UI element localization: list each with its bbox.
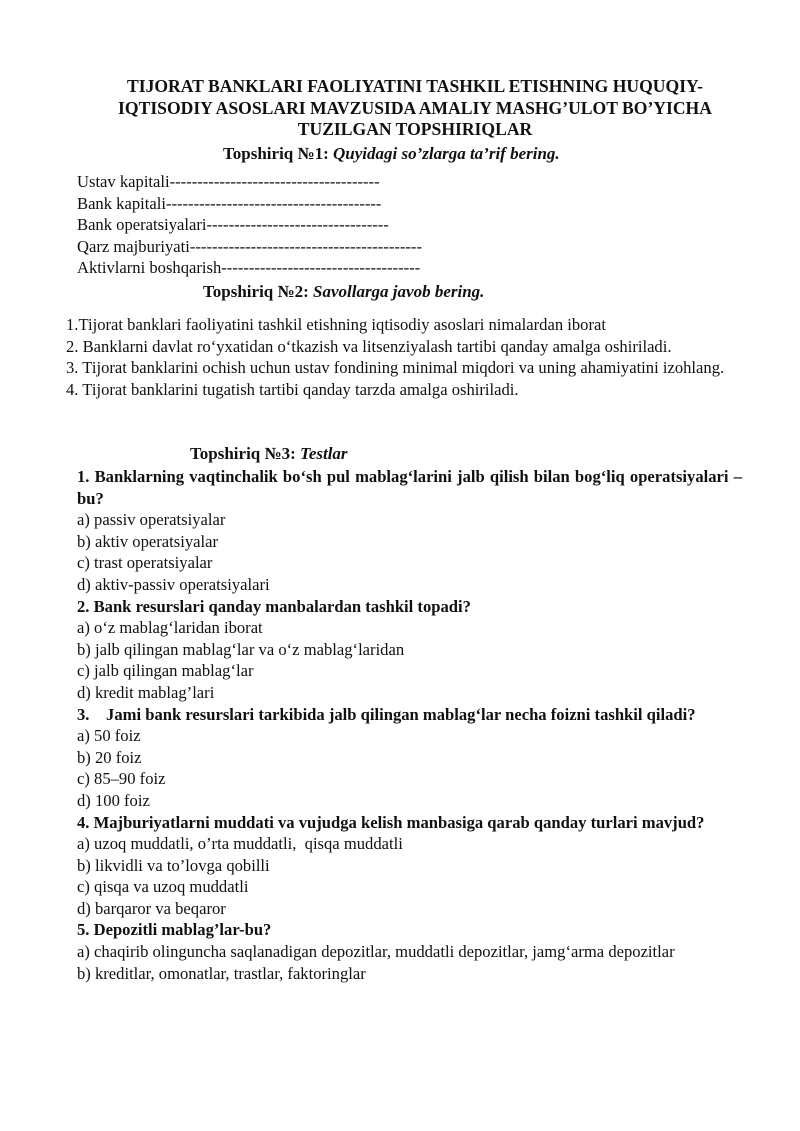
task2-label: Topshiriq №2: xyxy=(203,282,309,301)
test-option: d) kredit mablag’lari xyxy=(77,682,215,702)
test-option: a) o‘z mablag‘laridan iborat xyxy=(77,618,263,638)
test-question: 1. Banklarning vaqtinchalik bo‘sh pul mablag‘larini jalb qilish bilan bog‘liq operatsiyalari – bu? xyxy=(77,467,742,508)
test-question: 5. Depozitli mablag’lar-bu? xyxy=(77,920,272,940)
test-option: a) chaqirib olinguncha saqlanadigan depozitlar, muddatli depozitlar, jamg‘arma depozitlar xyxy=(77,942,675,962)
test-option: d) aktiv-passiv operatsiyalari xyxy=(77,574,270,594)
test-option: d) barqaror va beqaror xyxy=(77,898,226,918)
test-item xyxy=(77,466,742,596)
question-item: 2. Banklarni davlat ro‘yxatidan o‘tkazish va litsenziyalash tartibi qanday amalga oshiriladi. xyxy=(66,336,672,356)
task3-test-list xyxy=(77,466,742,984)
title-line-1: TIJORAT BANKLARI FAOLIYATINI TASHKIL ETISHNING HUQUQIY- xyxy=(126,76,703,96)
test-option: a) uzoq muddatli, o’rta muddatli, qisqa muddatli xyxy=(77,834,403,854)
task1-text: Quyidagi so’zlarga ta’rif bering. xyxy=(333,144,560,163)
document-title xyxy=(70,76,760,141)
test-option: a) 50 foiz xyxy=(77,726,141,746)
test-option: b) aktiv operatsiyalar xyxy=(77,531,218,551)
question-item: 3. Tijorat banklarini ochish uchun ustav fondining minimal miqdori va uning ahamiyatini izohlang. xyxy=(66,358,725,378)
test-question: 4. Majburiyatlarni muddati va vujudga kelish manbasiga qarab qanday turlari mavjud? xyxy=(77,812,705,832)
test-option: c) qisqa va uzoq muddatli xyxy=(77,877,249,897)
task2-text: Savollarga javob bering. xyxy=(313,282,485,301)
term-item: Bank operatsiyalari--------------------------------- xyxy=(77,215,389,235)
test-option: a) passiv operatsiyalar xyxy=(77,510,226,530)
question-item: 4. Tijorat banklarini tugatish tartibi qanday tarzda amalga oshiriladi. xyxy=(66,379,519,399)
question-item: 1.Tijorat banklari faoliyatini tashkil etishning iqtisodiy asoslari nimalardan iborat xyxy=(66,315,606,334)
test-option: b) 20 foiz xyxy=(77,747,142,767)
test-option: c) 85–90 foiz xyxy=(77,769,166,789)
title-line-2: IQTISODIY ASOSLARI MAVZUSIDA AMALIY MASHG’ULOT BO’YICHA xyxy=(118,97,712,118)
test-item xyxy=(77,596,742,704)
test-option: d) 100 foiz xyxy=(77,790,150,810)
task3-label: Topshiriq №3: xyxy=(190,444,296,463)
test-option: b) jalb qilingan mablag‘lar va o‘z mablag‘laridan xyxy=(77,639,405,659)
test-item xyxy=(77,812,742,920)
test-option: c) trast operatsiyalar xyxy=(77,553,213,573)
test-option: c) jalb qilingan mablag‘lar xyxy=(77,661,254,681)
task1-heading xyxy=(223,143,560,164)
task1-label: Topshiriq №1: xyxy=(223,144,329,163)
test-option: b) kreditlar, omonatlar, trastlar, faktoringlar xyxy=(77,963,366,983)
task1-term-list xyxy=(77,171,422,279)
task3-heading xyxy=(190,443,348,464)
title-line-3: TUZILGAN TOPSHIRIQLAR xyxy=(297,119,533,139)
term-item: Ustav kapitali-------------------------------------- xyxy=(77,172,380,191)
test-question: 2. Bank resurslari qanday manbalardan tashkil topadi? xyxy=(77,596,471,616)
test-question: 3. Jami bank resurslari tarkibida jalb qilingan mablag‘lar necha foizni tashkil qiladi? xyxy=(77,704,696,724)
test-option: b) likvidli va to’lovga qobilli xyxy=(77,855,270,875)
term-item: Bank kapitali--------------------------------------- xyxy=(77,193,382,213)
task3-text: Testlar xyxy=(300,444,348,463)
test-item xyxy=(77,919,742,984)
term-item: Aktivlarni boshqarish------------------------------------ xyxy=(77,258,421,278)
term-item: Qarz majburiyati------------------------------------------ xyxy=(77,236,422,256)
test-item xyxy=(77,704,742,812)
task2-heading xyxy=(203,281,484,302)
task2-question-list xyxy=(66,314,742,400)
